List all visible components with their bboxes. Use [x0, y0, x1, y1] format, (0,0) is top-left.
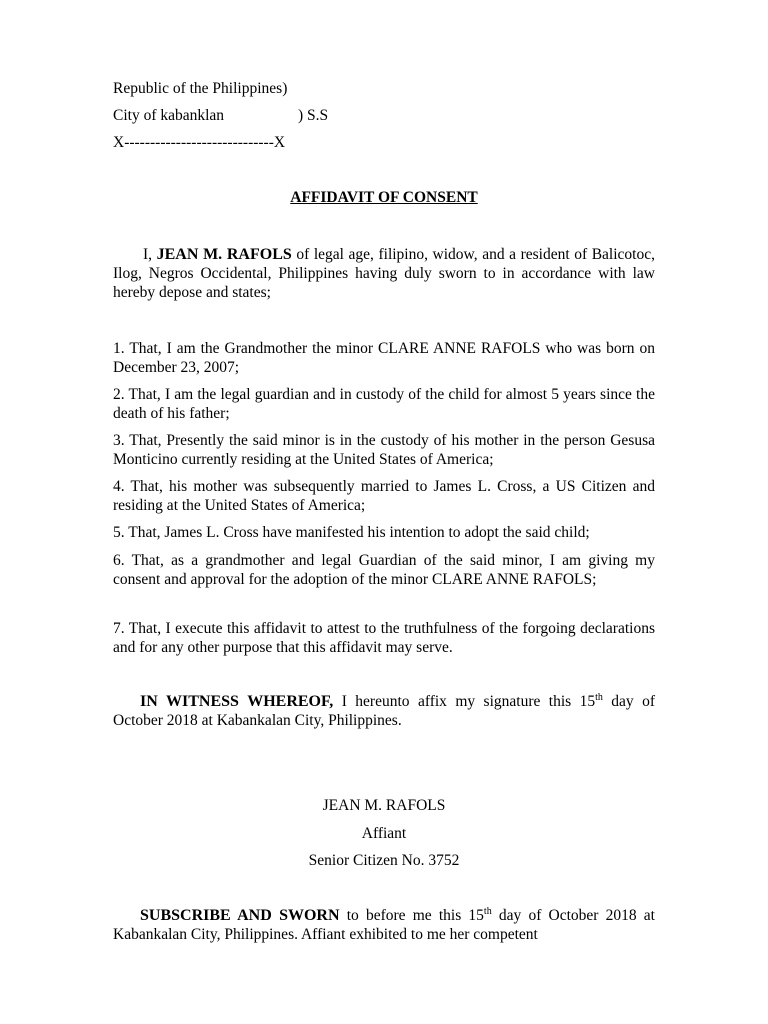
witness-text-after: day of October 2018 at Kabankalan City, Philippines.: [113, 693, 656, 729]
clause-6: 6. That, as a grandmother and legal Guardian of the said minor, I am giving my consent and approval for the adoption of the minor CLARE ANNE RAFOLS;: [113, 552, 655, 588]
document-title: AFFIDAVIT OF CONSENT: [290, 189, 478, 206]
clause-3: 3. That, Presently the said minor is in the custody of his mother in the person Gesusa Monticino currently residing at the United States of America;: [113, 432, 655, 468]
clause-1: 1. That, I am the Grandmother the minor CLARE ANNE RAFOLS who was born on December 23, 2007;: [113, 340, 655, 376]
clause-2: 2. That, I am the legal guardian and in custody of the child for almost 5 years since the death of his father;: [113, 386, 655, 422]
header-separator: X-----------------------------X: [113, 134, 286, 151]
clause-7: 7. That, I execute this affidavit to attest to the truthfulness of the forgoing declarations and for any other purpose that this affidavit may serve.: [113, 620, 655, 656]
intro-text: of legal age, filipino, widow, and a resident of Balicotoc, Ilog, Negros Occidental, Philippines having duly sworn to in accordance with law hereby depose and states;: [113, 246, 655, 301]
jurat-text-after: day of October 2018 at Kabankalan City, Philippines. Affiant exhibited to me her competent: [113, 907, 655, 943]
witness-lead: IN WITNESS WHEREOF,: [140, 693, 334, 710]
header-city: [113, 106, 329, 125]
jurat-lead: SUBSCRIBE AND SWORN: [140, 907, 340, 924]
header-city-name: City of kabanklan: [113, 107, 225, 124]
witness-ordinal: th: [595, 692, 603, 703]
header-ss: ) S.S: [298, 107, 329, 124]
signatory-id: Senior Citizen No. 3752: [308, 852, 460, 869]
header-republic: Republic of the Philippines): [113, 80, 288, 97]
clause-4: 4. That, his mother was subsequently married to James L. Cross, a US Citizen and residing at the United States of America;: [113, 478, 655, 514]
jurat-paragraph: [113, 906, 655, 944]
witness-paragraph: [113, 692, 655, 730]
clause-5: 5. That, James L. Cross have manifested his intention to adopt the said child;: [113, 524, 590, 541]
intro-paragraph: [113, 245, 655, 302]
signatory-role: Affiant: [361, 825, 407, 842]
affiant-name: JEAN M. RAFOLS: [156, 246, 292, 263]
intro-prefix: I,: [143, 246, 157, 263]
witness-text-before: I hereunto affix my signature this 15: [333, 693, 596, 710]
jurat-text-before: to before me this 15: [339, 907, 484, 924]
signatory-name: JEAN M. RAFOLS: [322, 797, 446, 814]
jurat-ordinal: th: [483, 906, 492, 917]
